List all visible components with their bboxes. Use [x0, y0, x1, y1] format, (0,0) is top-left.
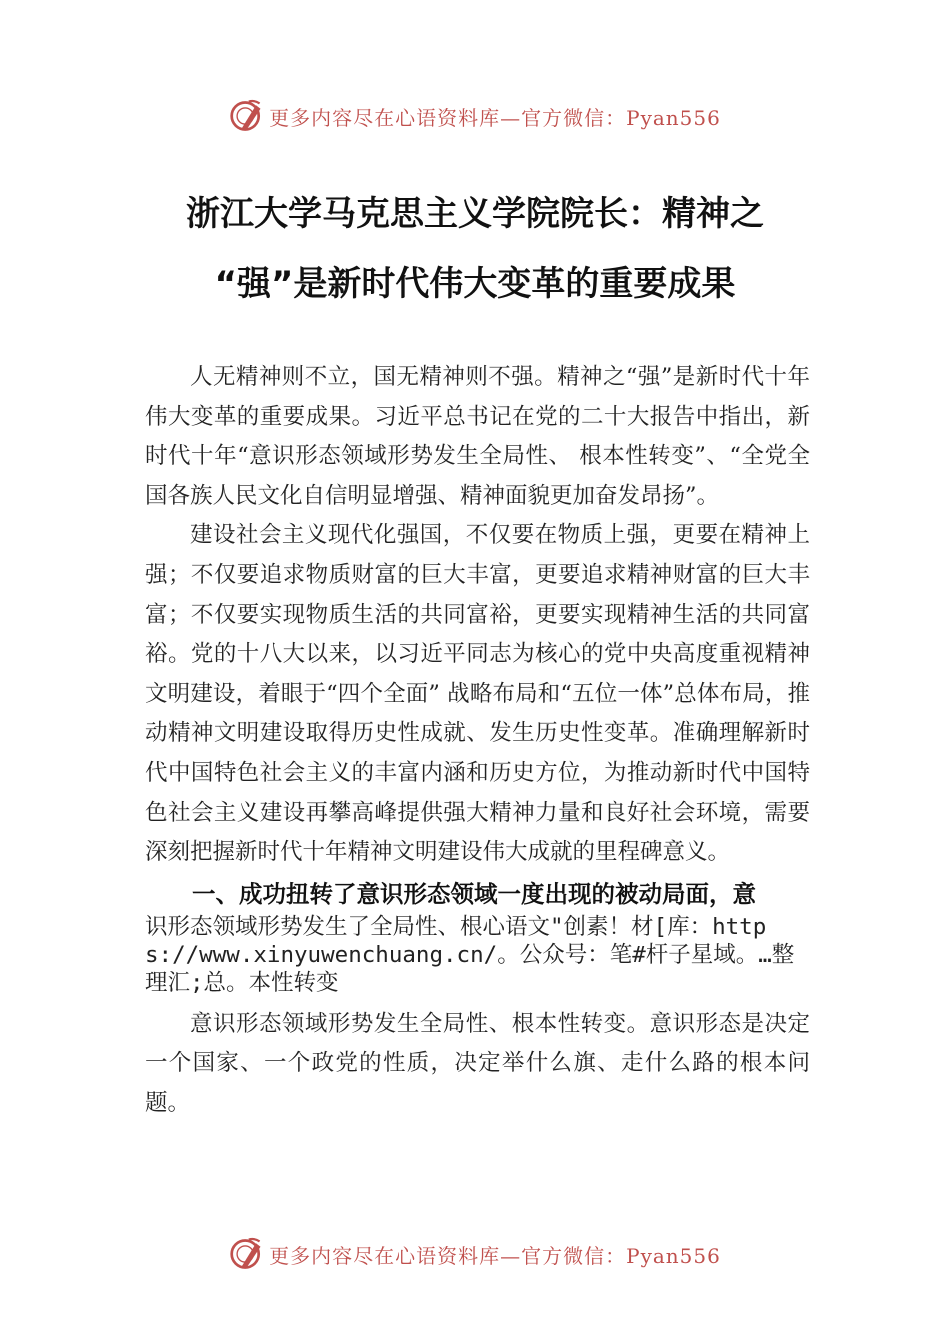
paragraph-second: 建设社会主义现代化强国，不仅要在物质上强，更要在精神上强；不仅要追求物质财富的巨大丰富，更要追求精神财富的巨大丰富；不仅要实现物质生活的共同富裕，更要实现精神生活的共同富裕。党的十八大以来，以习近平同志为核心的党中央高度重视精神文明建设，着眼于“四个全面” 战略布局和“五位一体”总体布局，推动精神文明建设取得历史性成就、发生历史性变革。准确理解新时代中国特色社会主义的丰富内涵和历史方位，为推动新时代中国特色社会主义建设再攀高峰提供强大精神力量和良好社会环境，需要深刻把握新时代十年精神文明建设伟大成就的里程碑意义。: [145, 522, 810, 866]
watermark-text: 更多内容尽在心语资料库—官方微信：Pyan556: [269, 105, 721, 130]
article-body: [145, 358, 810, 1124]
article-title-line-2: “强”是新时代伟大变革的重要成果: [214, 264, 736, 304]
heading-continuation-with-source: 识形态领域形势发生了全局性、根心语文"创素！材[库：https://www.xinyuwenchuang.cn/。公众号：笔#杆子星域。…整理汇;总。本性转变: [145, 913, 795, 996]
section-heading-1: 一、成功扭转了意识形态领域一度出现的被动局面，意: [192, 879, 756, 908]
paragraph-intro: 人无精神则不立，国无精神则不强。精神之“强”是新时代十年伟大变革的重要成果。习近平总书记在党的二十大报告中指出，新时代十年“意识形态领域形势发生全局性、 根本性转变”、“全党全国各族人民文化自信明显增强、精神面貌更加奋发昂扬”。: [145, 364, 810, 509]
watermark-text: 更多内容尽在心语资料库—官方微信：Pyan556: [269, 1243, 721, 1268]
paragraph-third: 意识形态领域形势发生全局性、根本性转变。意识形态是决定一个国家、一个政党的性质，决定举什么旗、走什么路的根本问题。: [145, 1010, 810, 1116]
footer-watermark: [0, 1234, 950, 1274]
pen-nib-seal-icon: [229, 98, 265, 134]
header-watermark: [0, 96, 950, 136]
article-title-line-1: 浙江大学马克思主义学院院长：精神之: [186, 194, 764, 234]
pen-nib-seal-icon: [229, 1236, 265, 1272]
